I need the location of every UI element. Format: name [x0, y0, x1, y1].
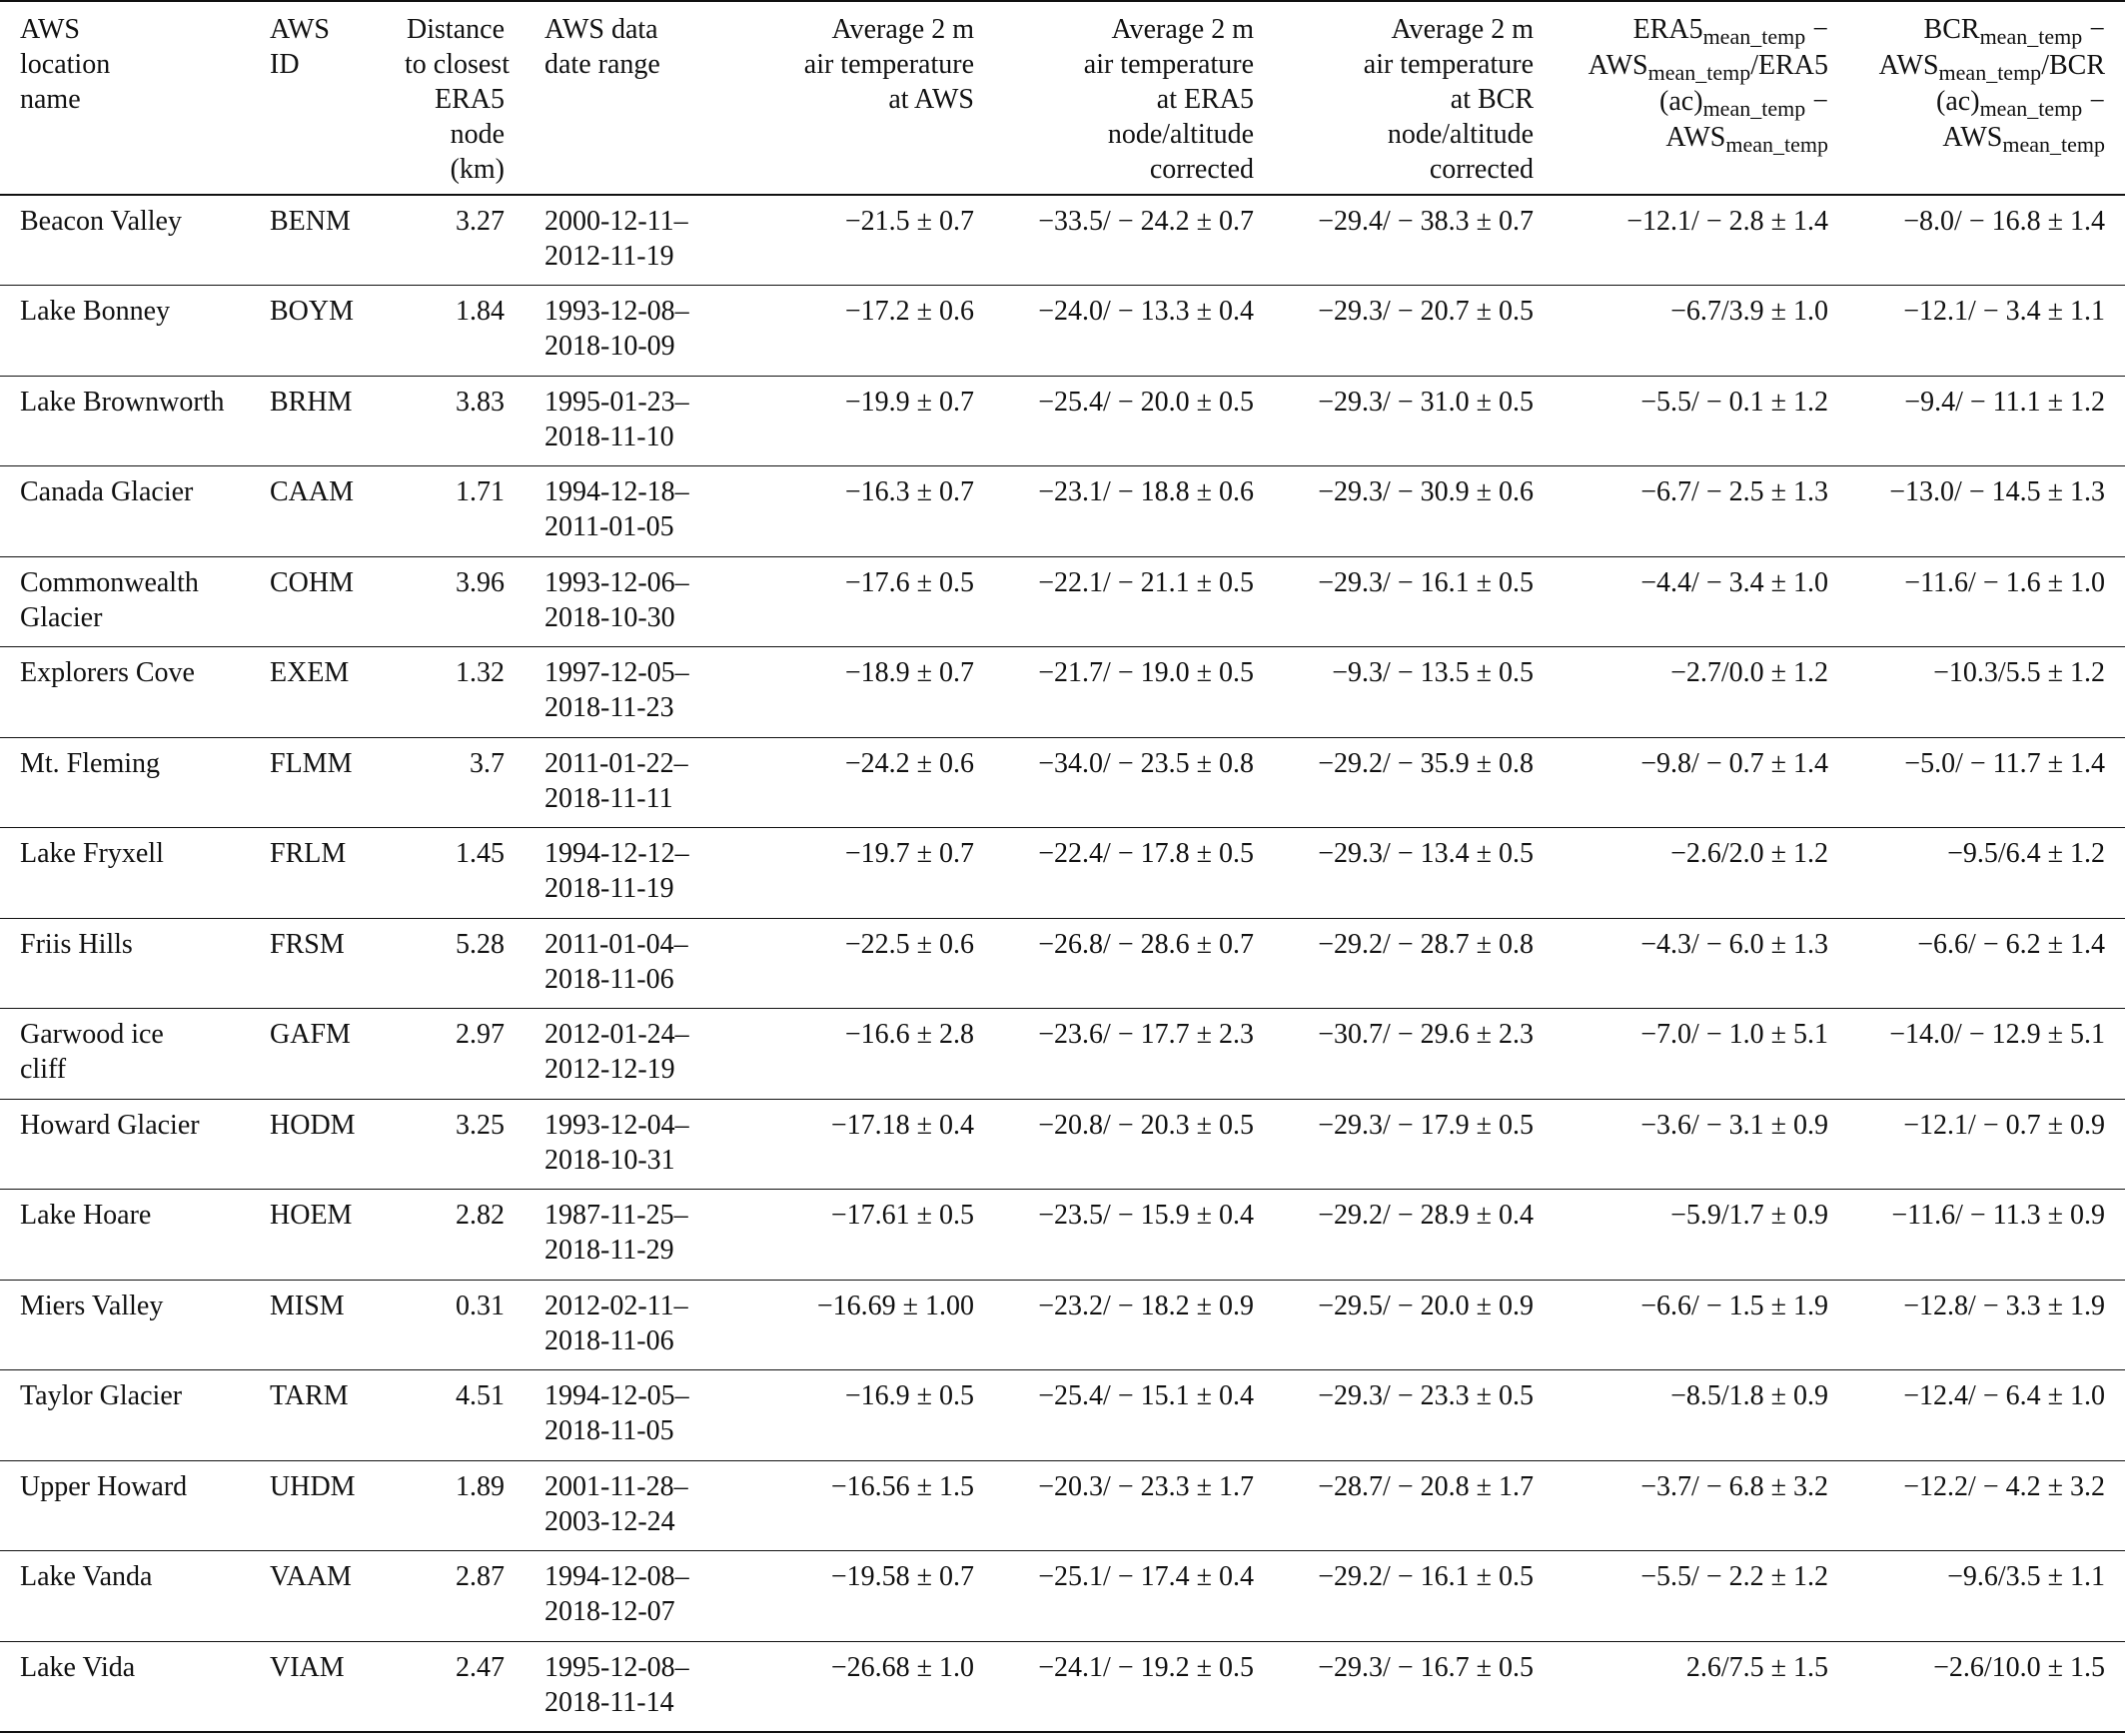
- cell-avg-era5: −24.0/ − 13.3 ± 0.4: [1038, 296, 1254, 327]
- header-line: Average 2 m: [1391, 14, 1534, 45]
- header-line: Distance: [407, 14, 505, 45]
- table-row: [0, 1009, 2125, 1100]
- cell-line: 1993-12-08–: [544, 296, 689, 327]
- cell-line: Lake Fryxell: [20, 838, 164, 869]
- cell-diff-bcr: −10.3/5.5 ± 1.2: [1933, 657, 2105, 688]
- cell-date-range: [525, 737, 714, 828]
- cell-avg-era5: −34.0/ − 23.5 ± 0.8: [1038, 747, 1254, 779]
- header-row: [0, 1, 2125, 195]
- cell-diff-era5: −4.4/ − 3.4 ± 1.0: [1640, 566, 1828, 598]
- cell-line: 2018-11-19: [544, 873, 674, 904]
- cell-avg-aws: −17.61 ± 0.5: [830, 1200, 974, 1231]
- cell-avg-aws: −17.18 ± 0.4: [830, 1109, 974, 1141]
- cell-avg-aws: −18.9 ± 0.7: [844, 657, 974, 688]
- cell-line: 2011-01-22–: [544, 747, 688, 779]
- cell-avg-era5: −21.7/ − 19.0 ± 0.5: [1038, 657, 1254, 688]
- cell-line: 2012-11-19: [544, 241, 674, 272]
- cell-avg-era5: −23.6/ − 17.7 ± 2.3: [1038, 1019, 1254, 1050]
- cell-diff-bcr: −11.6/ − 1.6 ± 1.0: [1904, 566, 2105, 598]
- header-id: [250, 1, 385, 195]
- cell-line: 2012-12-19: [544, 1054, 675, 1085]
- cell-location-name: [0, 1551, 250, 1642]
- cell-avg-era5: −26.8/ − 28.6 ± 0.7: [1038, 928, 1254, 960]
- cell-distance: 1.32: [456, 657, 505, 688]
- cell-diff-bcr: −12.4/ − 6.4 ± 1.0: [1903, 1380, 2105, 1411]
- cell-line: 2018-11-29: [544, 1235, 674, 1266]
- header-line: location: [20, 49, 111, 80]
- cell-line: Upper Howard: [20, 1470, 188, 1502]
- cell-date-range: [525, 828, 714, 919]
- cell-location-name: [0, 1009, 250, 1100]
- cell-location-name: [0, 466, 250, 557]
- cell-location-name: [0, 195, 250, 286]
- cell-diff-era5: −2.7/0.0 ± 1.2: [1670, 657, 1828, 688]
- cell-date-range: [525, 286, 714, 377]
- cell-location-name: [0, 1190, 250, 1281]
- cell-distance: 3.27: [456, 206, 505, 237]
- cell-avg-bcr: −29.3/ − 13.4 ± 0.5: [1318, 838, 1534, 869]
- cell-distance: 1.45: [456, 838, 505, 869]
- cell-avg-era5: −20.3/ − 23.3 ± 1.7: [1038, 1470, 1254, 1502]
- cell-diff-era5: 2.6/7.5 ± 1.5: [1685, 1651, 1828, 1683]
- cell-avg-era5: −23.5/ − 15.9 ± 0.4: [1038, 1200, 1254, 1231]
- cell-avg-aws: −16.56 ± 1.5: [830, 1470, 974, 1502]
- header-date-range: [525, 1, 714, 195]
- cell-avg-era5: −25.4/ − 20.0 ± 0.5: [1038, 386, 1254, 418]
- table-row: [0, 918, 2125, 1009]
- header-line: Average 2 m: [831, 14, 974, 45]
- table-row: [0, 1280, 2125, 1370]
- header-line: node/altitude: [1387, 119, 1534, 150]
- cell-line: Garwood ice: [20, 1019, 164, 1050]
- cell-aws-id: BRHM: [270, 386, 353, 418]
- cell-line: 2011-01-04–: [544, 928, 688, 960]
- cell-line: 2018-11-14: [544, 1686, 674, 1718]
- header-line: at BCR: [1450, 84, 1534, 115]
- cell-avg-bcr: −29.5/ − 20.0 ± 0.9: [1318, 1290, 1534, 1321]
- cell-date-range: [525, 1099, 714, 1190]
- cell-distance: 3.7: [470, 747, 505, 779]
- cell-avg-bcr: −29.2/ − 28.9 ± 0.4: [1318, 1200, 1534, 1231]
- cell-diff-era5: −3.7/ − 6.8 ± 3.2: [1640, 1470, 1828, 1502]
- cell-avg-aws: −21.5 ± 0.7: [844, 206, 974, 237]
- cell-location-name: [0, 1280, 250, 1370]
- header-line: corrected: [1149, 154, 1254, 185]
- cell-line: 1994-12-12–: [544, 838, 689, 869]
- cell-aws-id: CAAM: [270, 476, 355, 507]
- cell-location-name: [0, 1641, 250, 1732]
- cell-diff-bcr: −6.6/ − 6.2 ± 1.4: [1917, 928, 2105, 960]
- cell-avg-bcr: −29.3/ − 30.9 ± 0.6: [1318, 476, 1534, 507]
- cell-line: Beacon Valley: [20, 206, 182, 237]
- cell-avg-bcr: −29.4/ − 38.3 ± 0.7: [1318, 206, 1534, 237]
- cell-avg-aws: −24.2 ± 0.6: [844, 747, 974, 779]
- cell-avg-aws: −19.58 ± 0.7: [830, 1561, 974, 1592]
- cell-diff-era5: −5.5/ − 2.2 ± 1.2: [1640, 1561, 1828, 1592]
- cell-avg-aws: −16.3 ± 0.7: [844, 476, 974, 507]
- cell-distance: 1.84: [456, 296, 505, 327]
- cell-location-name: [0, 1460, 250, 1551]
- cell-aws-id: VIAM: [270, 1651, 345, 1683]
- cell-avg-era5: −33.5/ − 24.2 ± 0.7: [1038, 206, 1254, 237]
- cell-location-name: [0, 647, 250, 738]
- table-row: [0, 1190, 2125, 1281]
- cell-line: 1993-12-06–: [544, 566, 689, 598]
- cell-date-range: [525, 918, 714, 1009]
- cell-line: 2018-10-30: [544, 601, 675, 633]
- table-row: [0, 737, 2125, 828]
- cell-avg-bcr: −29.3/ − 16.7 ± 0.5: [1318, 1651, 1534, 1683]
- cell-aws-id: MISM: [270, 1290, 345, 1321]
- cell-avg-aws: −17.6 ± 0.5: [844, 566, 974, 598]
- cell-date-range: [525, 647, 714, 738]
- header-line: AWS: [270, 14, 330, 45]
- cell-avg-era5: −25.1/ − 17.4 ± 0.4: [1038, 1561, 1254, 1592]
- cell-line: Howard Glacier: [20, 1109, 200, 1141]
- cell-avg-bcr: −30.7/ − 29.6 ± 2.3: [1318, 1019, 1534, 1050]
- cell-location-name: [0, 918, 250, 1009]
- cell-line: 2018-11-10: [544, 421, 674, 452]
- cell-line: cliff: [20, 1054, 67, 1085]
- cell-location-name: [0, 286, 250, 377]
- cell-distance: 3.96: [456, 566, 505, 598]
- cell-avg-era5: −24.1/ − 19.2 ± 0.5: [1038, 1651, 1254, 1683]
- cell-distance: 2.47: [456, 1651, 505, 1683]
- cell-aws-id: BENM: [270, 206, 351, 237]
- header-avg-aws: [714, 1, 994, 195]
- cell-diff-bcr: −5.0/ − 11.7 ± 1.4: [1904, 747, 2105, 779]
- cell-avg-era5: −23.1/ − 18.8 ± 0.6: [1038, 476, 1254, 507]
- cell-avg-bcr: −29.2/ − 16.1 ± 0.5: [1318, 1561, 1534, 1592]
- header-line: AWS data: [544, 14, 658, 45]
- cell-line: 1995-12-08–: [544, 1651, 689, 1683]
- cell-aws-id: FRSM: [270, 928, 345, 960]
- cell-line: Mt. Fleming: [20, 747, 161, 779]
- cell-diff-era5: −2.6/2.0 ± 1.2: [1670, 838, 1828, 869]
- cell-avg-era5: −22.4/ − 17.8 ± 0.5: [1038, 838, 1254, 869]
- cell-diff-bcr: −13.0/ − 14.5 ± 1.3: [1889, 476, 2105, 507]
- cell-avg-bcr: −9.3/ − 13.5 ± 0.5: [1332, 657, 1534, 688]
- header-line: ID: [270, 49, 300, 80]
- cell-line: 2018-10-31: [544, 1144, 675, 1176]
- cell-avg-bcr: −29.3/ − 23.3 ± 0.5: [1318, 1380, 1534, 1411]
- header-line: at AWS: [888, 84, 974, 115]
- cell-line: 2018-11-11: [544, 782, 673, 814]
- cell-avg-aws: −19.7 ± 0.7: [844, 838, 974, 869]
- cell-distance: 2.82: [456, 1200, 505, 1231]
- cell-aws-id: GAFM: [270, 1019, 351, 1050]
- cell-aws-id: FRLM: [270, 838, 347, 869]
- cell-date-range: [525, 1460, 714, 1551]
- cell-distance: 1.89: [456, 1470, 505, 1502]
- cell-date-range: [525, 556, 714, 647]
- header-diff-bcr: $BCR_{mean\_temp}$ − $AWS_{mean\_temp}$/BCR $(ac)_{mean\_temp}$ − $AWS_{mean\_temp}$: [1878, 14, 2105, 157]
- cell-diff-era5: −5.5/ − 0.1 ± 1.2: [1640, 386, 1828, 418]
- cell-diff-era5: −3.6/ − 3.1 ± 0.9: [1640, 1109, 1828, 1141]
- header-diff-era5: $ERA5_{mean\_temp}$ − $AWS_{mean\_temp}/ERA5$ $(ac)_{mean\_temp}$ − $AWS_{mean\_temp}$: [1588, 14, 1828, 157]
- header-line: air temperature: [1083, 49, 1254, 80]
- cell-avg-bcr: −29.2/ − 28.7 ± 0.8: [1318, 928, 1534, 960]
- header-line: date range: [544, 49, 660, 80]
- cell-diff-era5: −12.1/ − 2.8 ± 1.4: [1626, 206, 1828, 237]
- cell-avg-aws: −22.5 ± 0.6: [844, 928, 974, 960]
- cell-line: Explorers Cove: [20, 657, 195, 688]
- cell-line: Taylor Glacier: [20, 1380, 183, 1411]
- cell-date-range: [525, 466, 714, 557]
- cell-diff-bcr: −12.2/ − 4.2 ± 3.2: [1903, 1470, 2105, 1502]
- table-row: [0, 1099, 2125, 1190]
- cell-line: 2000-12-11–: [544, 206, 688, 237]
- cell-aws-id: COHM: [270, 566, 355, 598]
- cell-location-name: [0, 1370, 250, 1461]
- cell-diff-bcr: −9.5/6.4 ± 1.2: [1947, 838, 2105, 869]
- cell-distance: 3.83: [456, 386, 505, 418]
- cell-avg-era5: −20.8/ − 20.3 ± 0.5: [1038, 1109, 1254, 1141]
- cell-diff-bcr: −14.0/ − 12.9 ± 5.1: [1889, 1019, 2105, 1050]
- cell-date-range: [525, 1551, 714, 1642]
- cell-location-name: [0, 1099, 250, 1190]
- cell-distance: 0.31: [456, 1290, 505, 1321]
- header-line: name: [20, 84, 81, 115]
- cell-avg-era5: −25.4/ − 15.1 ± 0.4: [1038, 1380, 1254, 1411]
- cell-distance: 3.25: [456, 1109, 505, 1141]
- cell-aws-id: EXEM: [270, 657, 350, 688]
- cell-aws-id: HOEM: [270, 1200, 353, 1231]
- cell-diff-bcr: −9.6/3.5 ± 1.1: [1947, 1561, 2105, 1592]
- cell-line: 2018-12-07: [544, 1596, 675, 1627]
- cell-avg-aws: −17.2 ± 0.6: [844, 296, 974, 327]
- cell-distance: 2.87: [456, 1561, 505, 1592]
- cell-date-range: [525, 195, 714, 286]
- cell-diff-era5: −6.6/ − 1.5 ± 1.9: [1640, 1290, 1828, 1321]
- cell-line: Lake Brownworth: [20, 386, 225, 418]
- cell-line: 1994-12-08–: [544, 1561, 689, 1592]
- cell-avg-era5: −22.1/ − 21.1 ± 0.5: [1038, 566, 1254, 598]
- cell-diff-bcr: −8.0/ − 16.8 ± 1.4: [1903, 206, 2105, 237]
- cell-line: 1997-12-05–: [544, 657, 689, 688]
- header-line: to closest: [405, 49, 510, 80]
- cell-avg-aws: −16.9 ± 0.5: [844, 1380, 974, 1411]
- cell-line: Lake Bonney: [20, 296, 171, 327]
- table-row: [0, 828, 2125, 919]
- cell-aws-id: FLMM: [270, 747, 353, 779]
- cell-location-name: [0, 737, 250, 828]
- cell-distance: 4.51: [456, 1380, 505, 1411]
- cell-line: 2018-11-23: [544, 692, 674, 723]
- cell-date-range: [525, 376, 714, 466]
- cell-diff-era5: −6.7/3.9 ± 1.0: [1670, 296, 1828, 327]
- table-row: [0, 1460, 2125, 1551]
- cell-avg-bcr: −29.3/ − 31.0 ± 0.5: [1318, 386, 1534, 418]
- header-line: AWS: [20, 14, 80, 45]
- cell-line: 1994-12-05–: [544, 1380, 689, 1411]
- cell-diff-bcr: −11.6/ − 11.3 ± 0.9: [1891, 1200, 2105, 1231]
- cell-avg-aws: −16.69 ± 1.00: [816, 1290, 974, 1321]
- header-line: air temperature: [1363, 49, 1534, 80]
- cell-line: 2012-02-11–: [544, 1290, 688, 1321]
- cell-aws-id: VAAM: [270, 1561, 352, 1592]
- cell-location-name: [0, 828, 250, 919]
- table-row: [0, 647, 2125, 738]
- cell-line: 2018-11-05: [544, 1415, 674, 1446]
- cell-avg-aws: −19.9 ± 0.7: [844, 386, 974, 418]
- header-avg-bcr: [1274, 1, 1554, 195]
- cell-distance: 5.28: [456, 928, 505, 960]
- cell-line: 1993-12-04–: [544, 1109, 689, 1141]
- header-avg-era5: [994, 1, 1274, 195]
- cell-line: Canada Glacier: [20, 476, 194, 507]
- cell-diff-bcr: −2.6/10.0 ± 1.5: [1933, 1651, 2105, 1683]
- table-row: [0, 1551, 2125, 1642]
- cell-date-range: [525, 1280, 714, 1370]
- cell-avg-bcr: −29.3/ − 17.9 ± 0.5: [1318, 1109, 1534, 1141]
- cell-avg-bcr: −29.3/ − 16.1 ± 0.5: [1318, 566, 1534, 598]
- header-line: corrected: [1429, 154, 1534, 185]
- header-line: air temperature: [803, 49, 974, 80]
- cell-line: Glacier: [20, 601, 103, 633]
- cell-line: 2003-12-24: [544, 1505, 675, 1537]
- cell-diff-era5: −4.3/ − 6.0 ± 1.3: [1640, 928, 1828, 960]
- cell-line: Commonwealth: [20, 566, 199, 598]
- cell-line: 1987-11-25–: [544, 1200, 688, 1231]
- cell-location-name: [0, 376, 250, 466]
- cell-distance: 1.71: [456, 476, 505, 507]
- table-row: [0, 1370, 2125, 1461]
- table-row: [0, 195, 2125, 286]
- cell-avg-bcr: −29.3/ − 20.7 ± 0.5: [1318, 296, 1534, 327]
- cell-line: Friis Hills: [20, 928, 133, 960]
- cell-avg-bcr: −28.7/ − 20.8 ± 1.7: [1318, 1470, 1534, 1502]
- header-line: at ERA5: [1156, 84, 1254, 115]
- header-line: (km): [450, 154, 505, 185]
- cell-date-range: [525, 1370, 714, 1461]
- cell-aws-id: BOYM: [270, 296, 355, 327]
- cell-avg-bcr: −29.2/ − 35.9 ± 0.8: [1318, 747, 1534, 779]
- header-line: ERA5: [435, 84, 505, 115]
- cell-line: 2018-11-06: [544, 963, 674, 995]
- cell-line: 2001-11-28–: [544, 1470, 688, 1502]
- cell-line: 2012-01-24–: [544, 1019, 689, 1050]
- cell-location-name: [0, 556, 250, 647]
- cell-diff-era5: −6.7/ − 2.5 ± 1.3: [1640, 476, 1828, 507]
- cell-date-range: [525, 1190, 714, 1281]
- header-distance: [385, 1, 525, 195]
- cell-diff-era5: −9.8/ − 0.7 ± 1.4: [1640, 747, 1828, 779]
- cell-line: 2018-10-09: [544, 331, 675, 362]
- header-line: node: [450, 119, 505, 150]
- cell-diff-bcr: −12.8/ − 3.3 ± 1.9: [1903, 1290, 2105, 1321]
- table-body: [0, 195, 2125, 1732]
- table-header: [0, 1, 2125, 195]
- table-row: [0, 1641, 2125, 1732]
- cell-line: 2018-11-06: [544, 1324, 674, 1356]
- cell-diff-era5: −8.5/1.8 ± 0.9: [1670, 1380, 1828, 1411]
- table-row: [0, 376, 2125, 466]
- cell-aws-id: UHDM: [270, 1470, 356, 1502]
- cell-date-range: [525, 1009, 714, 1100]
- cell-line: Lake Vida: [20, 1651, 136, 1683]
- cell-diff-bcr: −9.4/ − 11.1 ± 1.2: [1904, 386, 2105, 418]
- cell-avg-aws: −26.68 ± 1.0: [830, 1651, 974, 1683]
- cell-distance: 2.97: [456, 1019, 505, 1050]
- cell-aws-id: TARM: [270, 1380, 349, 1411]
- header-line: Average 2 m: [1111, 14, 1254, 45]
- table-row: [0, 466, 2125, 557]
- table-row: [0, 556, 2125, 647]
- cell-line: Miers Valley: [20, 1290, 164, 1321]
- header-location: [0, 1, 250, 195]
- cell-line: 1995-01-23–: [544, 386, 689, 418]
- cell-line: Lake Hoare: [20, 1200, 152, 1231]
- cell-line: Lake Vanda: [20, 1561, 153, 1592]
- cell-diff-bcr: −12.1/ − 3.4 ± 1.1: [1903, 296, 2105, 327]
- cell-diff-era5: −5.9/1.7 ± 0.9: [1670, 1200, 1828, 1231]
- cell-avg-era5: −23.2/ − 18.2 ± 0.9: [1038, 1290, 1254, 1321]
- cell-line: 2011-01-05: [544, 511, 674, 542]
- table-row: [0, 286, 2125, 377]
- cell-aws-id: HODM: [270, 1109, 356, 1141]
- cell-date-range: [525, 1641, 714, 1732]
- header-line: node/altitude: [1107, 119, 1254, 150]
- cell-line: 1994-12-18–: [544, 476, 689, 507]
- cell-avg-aws: −16.6 ± 2.8: [844, 1019, 974, 1050]
- cell-diff-era5: −7.0/ − 1.0 ± 5.1: [1640, 1019, 1828, 1050]
- cell-diff-bcr: −12.1/ − 0.7 ± 0.9: [1903, 1109, 2105, 1141]
